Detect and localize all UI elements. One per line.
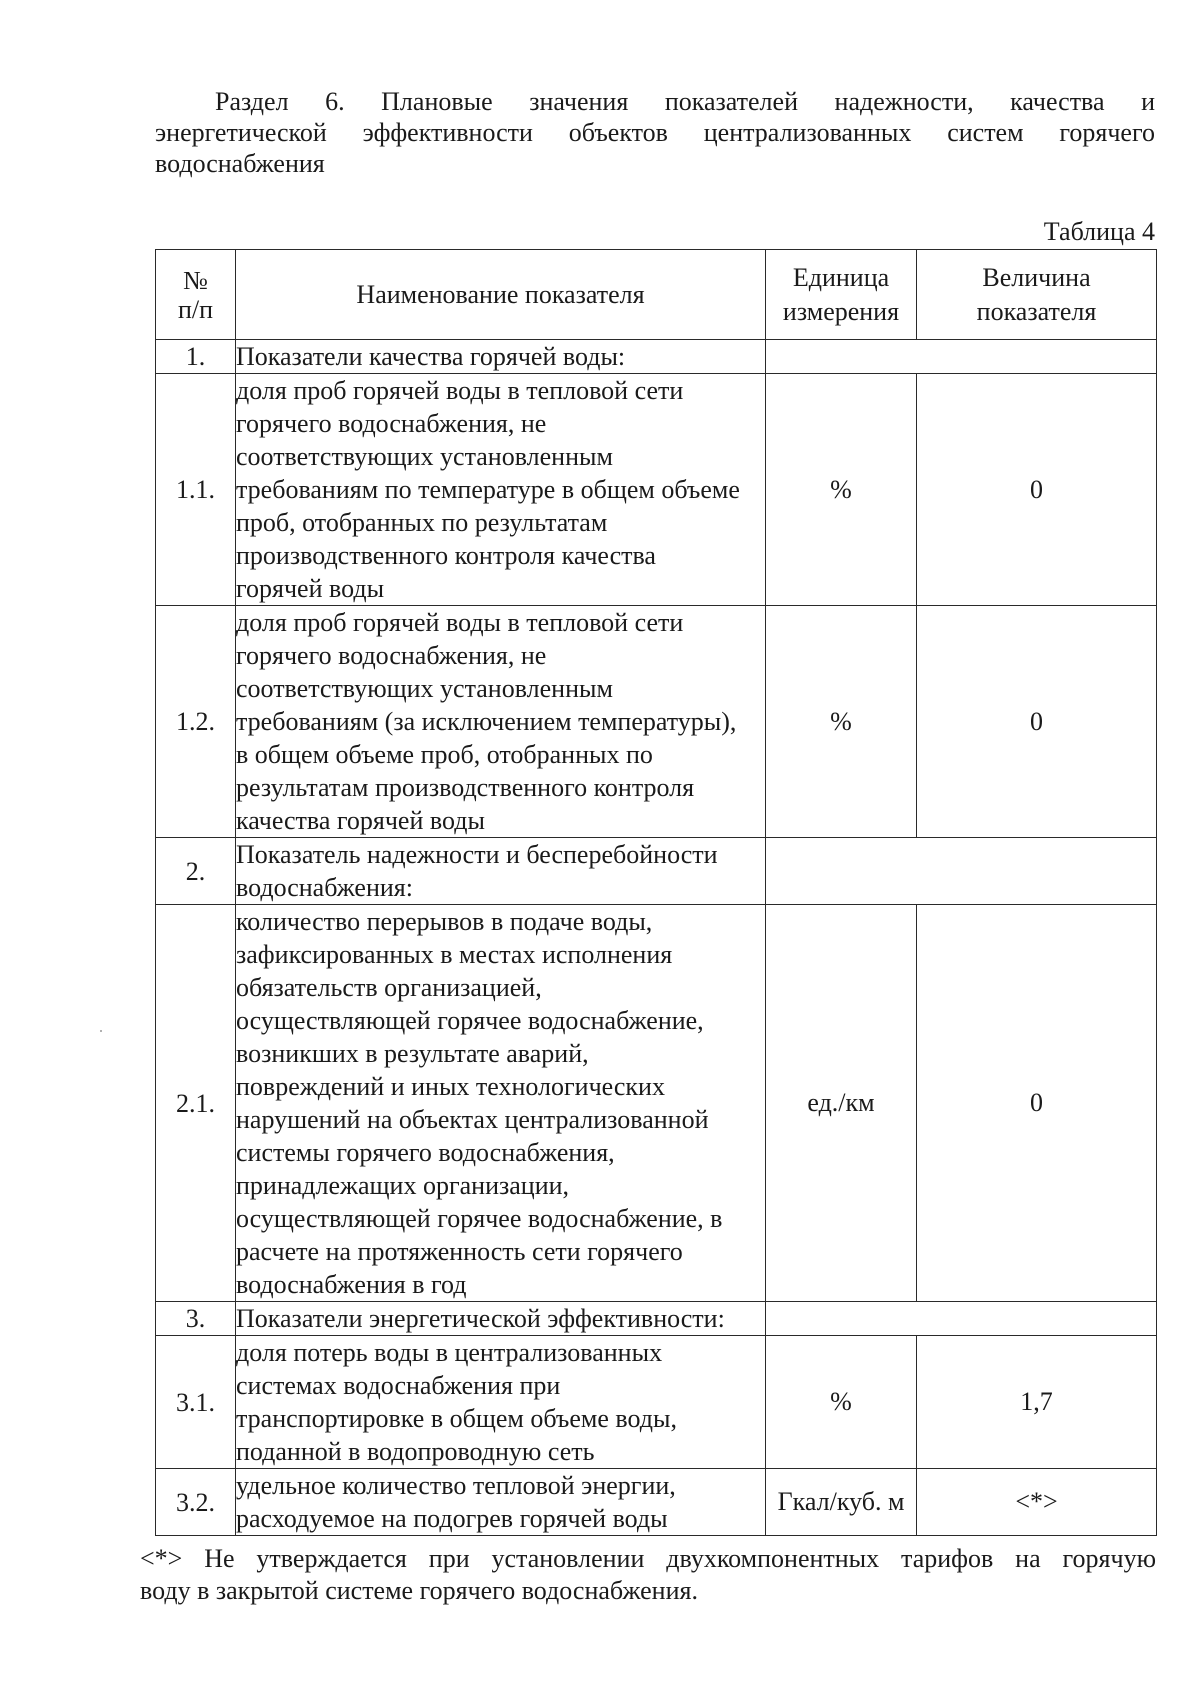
row-unit xyxy=(766,838,1157,905)
row-value: 0 xyxy=(917,905,1157,1302)
row-name: Показатели энергетической эффективности: xyxy=(236,1302,766,1336)
table-row xyxy=(156,1469,1157,1536)
row-unit: ед./км xyxy=(766,905,917,1302)
row-unit: Гкал/куб. м xyxy=(766,1469,917,1536)
row-unit: % xyxy=(766,606,917,838)
row-unit: % xyxy=(766,374,917,606)
footnote-line: <*> Не утверждается при установлении двухкомпонентных тарифов на горячую xyxy=(140,1544,1156,1573)
table-label: Таблица 4 xyxy=(1043,217,1155,246)
row-name: доля проб горячей воды в тепловой сети горячего водоснабжения, не соответствующих установленным требованиям (за исключением температуры), в общем объеме проб, отобранных по результатам производственного контроля качества горячей воды xyxy=(236,606,766,838)
row-number: 2.1. xyxy=(156,905,236,1302)
row-value: 1,7 xyxy=(917,1336,1157,1469)
row-value: 0 xyxy=(917,606,1157,838)
section-title xyxy=(155,86,1155,179)
table-row xyxy=(156,374,1157,606)
row-number: 3. xyxy=(156,1302,236,1336)
table-row-section xyxy=(156,340,1157,374)
header-name: Наименование показателя xyxy=(236,250,766,340)
scan-speck xyxy=(100,1030,102,1032)
row-name: Показатель надежности и бесперебойности водоснабжения: xyxy=(236,838,766,905)
table-row-section xyxy=(156,1302,1157,1336)
row-unit: % xyxy=(766,1336,917,1469)
row-number: 1.2. xyxy=(156,606,236,838)
header-unit: Единица измерения xyxy=(766,250,917,340)
section-title-line: водоснабжения xyxy=(155,149,325,178)
table-header-row xyxy=(156,250,1157,340)
row-number: 3.1. xyxy=(156,1336,236,1469)
indicators-table xyxy=(155,249,1157,1536)
table-row xyxy=(156,1336,1157,1469)
table-row-section xyxy=(156,838,1157,905)
row-number: 3.2. xyxy=(156,1469,236,1536)
header-value: Величина показателя xyxy=(917,250,1157,340)
row-number: 1. xyxy=(156,340,236,374)
section-title-line: Раздел 6. Плановые значения показателей надежности, качества и xyxy=(215,87,1155,116)
row-number: 1.1. xyxy=(156,374,236,606)
row-unit xyxy=(766,340,1157,374)
row-name: доля проб горячей воды в тепловой сети горячего водоснабжения, не соответствующих установленным требованиям по температуре в общем объеме проб, отобранных по результатам производственного контроля качества горячей воды xyxy=(236,374,766,606)
footnote xyxy=(140,1543,1156,1607)
section-title-line: энергетической эффективности объектов централизованных систем горячего xyxy=(155,118,1155,147)
footnote-line: воду в закрытой системе горячего водоснабжения. xyxy=(140,1576,698,1605)
row-name: удельное количество тепловой энергии, расходуемое на подогрев горячей воды xyxy=(236,1469,766,1536)
row-name: Показатели качества горячей воды: xyxy=(236,340,766,374)
row-number: 2. xyxy=(156,838,236,905)
table-row xyxy=(156,606,1157,838)
row-unit xyxy=(766,1302,1157,1336)
table-row xyxy=(156,905,1157,1302)
row-value: <*> xyxy=(917,1469,1157,1536)
row-name: количество перерывов в подаче воды, зафиксированных в местах исполнения обязательств организацией, осуществляющей горячее водоснабжение, возникших в результате аварий, повреждений и иных технологических нарушений на объектах централизованной системы горячего водоснабжения, принадлежащих организации, осуществляющей горячее водоснабжение, в расчете на протяженность сети горячего водоснабжения в год xyxy=(236,905,766,1302)
row-name: доля потерь воды в централизованных системах водоснабжения при транспортировке в общем объеме воды, поданной в водопроводную сеть xyxy=(236,1336,766,1469)
header-number: № п/п xyxy=(156,250,236,340)
row-value: 0 xyxy=(917,374,1157,606)
